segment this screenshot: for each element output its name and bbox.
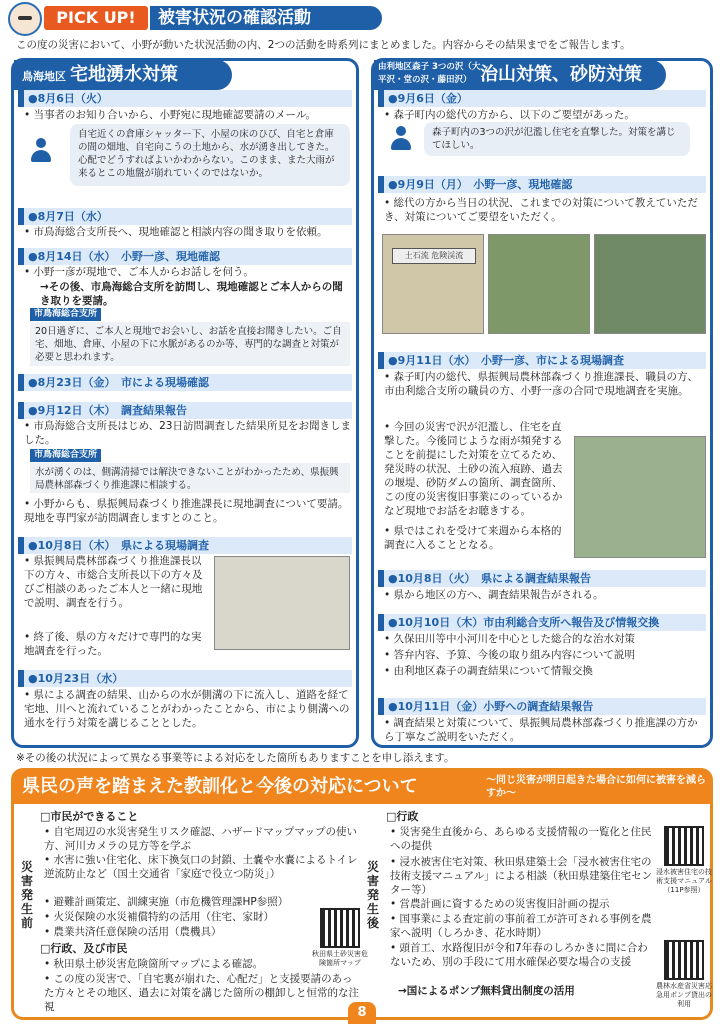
quote-bubble: 森子町内の3つの沢が氾濫し住宅を直撃した。対策を講じてほしい。 (424, 122, 690, 156)
date-header: ●10月10日（木）市由利総合支所へ報告及び情報交換 (378, 614, 706, 631)
item-text: • 市鳥海総合支所長はじめ、23日訪問調査した結果所見をお聞きしました。 (24, 420, 351, 446)
date-header: ●9月6日（金） (378, 90, 706, 107)
author-avatar (8, 2, 42, 36)
qr-code[interactable] (320, 908, 360, 948)
page-title: 被害状況の確認活動 (150, 6, 382, 30)
item-text: • 県ではこれを受けて来週から本格的調査に入ることとなる。 (384, 525, 562, 551)
item-text: • 調査結果と対策について、県振興局農林部森づくり推進課の方から丁寧なご説明をいただく。 (384, 717, 698, 743)
page-number: 8 (348, 1002, 376, 1024)
aerial-map (574, 436, 706, 558)
list-item: • 浸水被害住宅対策、秋田県建築士会「浸水被害住宅の技術支援マニュアル」による相談（秋田県建築住宅センター等） (390, 856, 653, 896)
item-text: • 久保田川等中小河川を中心とした総合的な治水対策 (384, 633, 636, 645)
office-comment: 水が湧くのは、側溝清掃では解決できないことがわかったため、県振興局農林部森づくり推進課に相談する。 (30, 463, 350, 493)
date-header: ●8月14日（水） 小野一彦、現地確認 (18, 248, 352, 265)
item-text: • 由利地区森子の調査結果について情報交換 (384, 665, 593, 677)
list-item: • 災害発生直後から、あらゆる支援情報の一覧化と住民への提供 (390, 826, 652, 852)
list-item: • 国事業による査定前の事前着工が許可される事例を農家へ説明（しろかき、花水時期） (390, 913, 652, 939)
footnote: ※その後の状況によって異なる事業等による対応をした箇所もありますことを申し添えます。 (16, 752, 455, 764)
intro-text: この度の災害において、小野が動いた状況活動の内、2つの活動を時系列にまとめました。内容からその結果までをご報告します。 (16, 39, 631, 51)
list-item: • 火災保険の水災補償特約の活用（住宅、家財） (44, 911, 275, 923)
office-comment: 20日過ぎに、ご本人と現地でお会いし、お話を直接お聞きしたい。ご自宅、畑地、倉庫、小屋の下に水脈があるのか等、専門的な調査と対策が必要と思われます。 (30, 322, 350, 366)
item-text: • 森子町内の総代の方から、以下のご要望があった。 (384, 109, 635, 121)
office-label: 市鳥海総合支所 (30, 449, 101, 462)
qr-label: 農林水産省災害応急用ポンプ貸出の利用 (656, 982, 712, 1008)
person-icon (30, 138, 52, 164)
item-text: • 森子町内の総代、県振興局農林部森づくり推進課長、職員の方、市由利総合支所の職員の方、小野一彦の合同で現地調査を実施。 (384, 371, 699, 397)
qr-label: 浸水被害住宅の技術支援マニュアル（11P参照） (656, 868, 712, 894)
lessons-title: 県民の声を踏まえた教訓化と今後の対応について (22, 776, 418, 797)
date-header: ●9月12日（木） 調査結果報告 (18, 402, 352, 419)
list-item: • 自宅周辺の水災害発生リスク確認、ハザードマップマップの使い方、河川カメラの見方等を学ぶ (44, 826, 357, 852)
date-header: ●10月8日（木） 県による現場調査 (18, 537, 352, 554)
item-text: • 県による調査の結果、山からの水が側溝の下に流入し、道路を経て宅地、川へと流れていることがわかったことから、市により側溝への通水を行う対策を講じることとした。 (24, 689, 350, 729)
date-header: ●9月9日（月） 小野一彦、現地確認 (378, 176, 706, 193)
map-photo (214, 556, 350, 650)
section-heading: □行政 (386, 810, 419, 823)
left-panel-title: 鳥海地区 宅地湧水対策 (14, 60, 232, 90)
lessons-subtitle: ～同じ災害が明日起きた場合に如何に被害を減らすか～ (486, 775, 706, 799)
item-text: • 終了後、県の方々だけで専門的な実地調査を行った。 (24, 631, 202, 657)
date-header: ●10月11日（金）小野への調査結果報告 (378, 698, 706, 715)
list-item: • 秋田県土砂災害危険箇所マップによる確認。 (44, 958, 264, 970)
sign-text: 土石流 危険渓流 (392, 248, 476, 264)
right-panel-subtitle: 由利地区森子 3つの沢（大平沢・堂の沢・藤田沢） (378, 62, 481, 85)
pre-disaster-label: 災害発生前 (20, 860, 33, 930)
item-text: • 市鳥海総合支所長へ、現地確認と相談内容の聞き取りを依頼。 (24, 226, 328, 238)
site-photo-channel (594, 234, 706, 334)
date-header: ●8月6日（火） (18, 90, 352, 107)
item-text: • 当事者のお知り合いから、小野宛に現地確認要請のメール。 (24, 109, 316, 121)
qr-code[interactable] (664, 940, 704, 980)
date-header: ●10月23日（水） (18, 670, 352, 687)
section-heading: □行政、及び市民 (40, 942, 128, 955)
list-item: • 水害に強い住宅化、床下換気口の封鎖、土嚢や水嚢によるトイレ逆流防止など（国土交通省「家庭で役立つ防災」） (44, 854, 358, 880)
pickup-badge: PICK UP! (44, 6, 148, 30)
item-text: • 県から地区の方へ、調査結果報告がされる。 (384, 589, 604, 601)
list-item: • 避難計画策定、訓練実施（市危機管理課HP参照） (44, 896, 289, 908)
item-text: • 県振興局農林部森づくり推進課長以下の方々、市総合支所長以下の方々及びご相談のあったご本人と一緒に現地で説明、調査を行う。 (24, 555, 203, 609)
right-panel-title: 治山対策、砂防対策 (374, 60, 666, 90)
list-item: • この度の災害で、「自宅裏が崩れた、心配だ」と支援要請のあった方々とその地区、過去に対策を講じた箇所の棚卸しと恒常的な注視 (44, 973, 359, 1013)
qr-label: 秋田県土砂災害危険箇所マップ (312, 950, 368, 967)
list-item: →国によるポンプ無料貸出制度の活用 (398, 985, 575, 997)
site-photo-stream (488, 234, 590, 334)
item-text: →その後、市鳥海総合支所を訪問し、現地確認とご本人からの聞き取りを要請。 (40, 281, 343, 307)
section-heading: □市民ができること (40, 810, 139, 823)
quote-bubble: 自宅近くの倉庫シャッター下、小屋の床のひび、自宅と倉庫の間の畑地、自宅向こうの土地から、水が湧き出してきた。心配でどうすればよいかわからない。このまま、また大雨が来るとこの地盤が崩れていくのではないか。 (70, 124, 350, 186)
qr-code[interactable] (664, 826, 704, 866)
list-item: • 営農計画に資するための災害復旧計画の提示 (390, 898, 610, 910)
item-text: • 総代の方から当日の状況、これまでの対策について教えていただき、対策についてご要望をいただく。 (384, 197, 698, 223)
office-label: 市鳥海総合支所 (30, 308, 101, 321)
item-text: • 今回の災害で沢が氾濫し、住宅を直撃した。今後同じような雨が頻発することを前提にした対策を立てるため、発災時の状況、土砂の流入痕跡、過去の堰堤、砂防ダムの箇所、調査箇所、この度の災害復旧事業にのっているかなど現地でお話をお聴きする。 (384, 421, 563, 517)
post-disaster-label: 災害発生後 (366, 860, 379, 930)
item-text: • 小野からも、県振興局森づくり推進課長に現地調査について要請。現地を専門家が訪問調査しますとのこと。 (24, 498, 349, 524)
date-header: ●8月23日（金） 市による現場確認 (18, 374, 352, 391)
date-header: ●10月8日（火） 県による調査結果報告 (378, 570, 706, 587)
item-text: • 小野一彦が現地で、ご本人からお話しを伺う。 (24, 266, 254, 278)
date-header: ●8月7日（水） (18, 208, 352, 225)
person-icon (390, 126, 412, 152)
list-item: • 農業共済任意保険の活用（農機具） (44, 926, 222, 938)
list-item: • 頭首工、水路復旧が令和7年春のしろかきに間に合わないため、別の手段にて用水確保必要な場合の支援 (390, 942, 648, 968)
date-header: ●9月11日（水） 小野一彦、市による現場調査 (378, 352, 706, 369)
item-text: • 答弁内容、予算、今後の取り組み内容について説明 (384, 649, 635, 661)
